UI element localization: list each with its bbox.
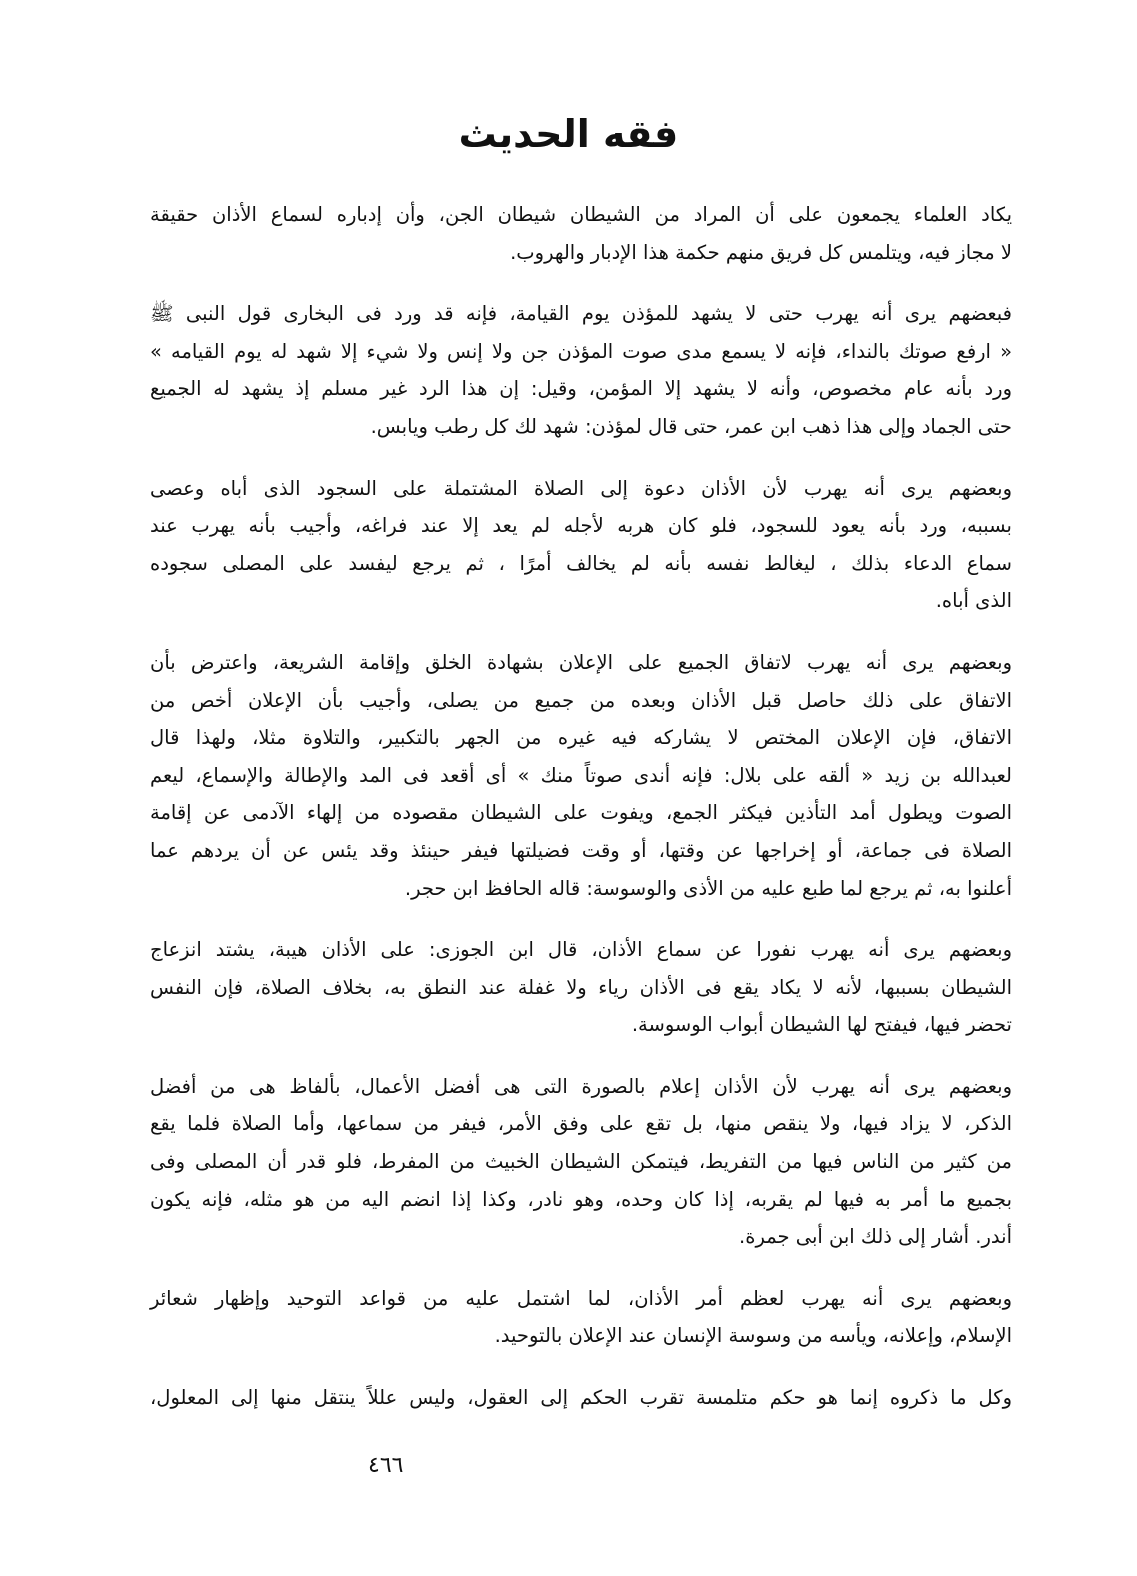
- text-line: أعلنوا به، ثم يرجع لما طبع عليه من الأذى والوسوسة: قاله الحافظ ابن حجر.: [404, 876, 1012, 900]
- text-line: بجميع ما أمر به فيها لم يقربه، إذا كان وحده، وهو نادر، وكذا إذا انضم اليه من هو مثله، فإنه يكون: [150, 1187, 1012, 1211]
- text-line: الاتفاق على ذلك حاصل قبل الأذان وبعده من جميع من يصلى، وأجيب بأن الإعلان أخص من: [150, 688, 1012, 712]
- paragraph: [150, 1068, 1012, 1256]
- text-line: لا مجاز فيه، ويتلمس كل فريق منهم حكمة هذا الإدبار والهروب.: [510, 240, 1012, 264]
- paragraph: [150, 470, 1012, 620]
- text-line: الاتفاق، فإن الإعلان المختص لا يشاركه فيه غيره من الجهر بالتكبير، والتلاوة مثلا، ولهذا قال: [150, 726, 1012, 750]
- text-line: الصوت ويطول أمد التأذين فيكثر الجمع، ويفوت على الشيطان مقصوده من إلهاء الآدمى عن إقامة: [150, 801, 1012, 825]
- text-line: وبعضهم يرى أنه يهرب نفورا عن سماع الأذان، قال ابن الجوزى: على الأذان هيبة، يشتد انزعاج: [150, 938, 1012, 962]
- text-line: بسببه، ورد بأنه يعود للسجود، فلو كان هربه لأجله لم يعد إلا عند فراغه، وأجيب بأنه يهرب عند: [150, 514, 1012, 538]
- page-title: فقه الحديث: [458, 112, 679, 156]
- text-line: أندر. أشار إلى ذلك ابن أبى جمرة.: [739, 1225, 1012, 1249]
- text-line: وكل ما ذكروه إنما هو حكم متلمسة تقرب الحكم إلى العقول، وليس عللاً ينتقل منها إلى المعلول،: [150, 1386, 1012, 1410]
- text-line: حتى الجماد وإلى هذا ذهب ابن عمر، حتى قال لمؤذن: شهد لك كل رطب ويابس.: [370, 414, 1012, 438]
- text-line: لعبدالله بن زيد « ألقه على بلال: فإنه أندى صوتاً منك » أى أقعد فى المد والإطالة والإسماع، ليعم: [150, 763, 1012, 787]
- paragraph: [150, 295, 1012, 445]
- text-line: سماع الدعاء بذلك ، ليغالط نفسه بأنه لم يخالف أمرًا ، ثم يرجع ليفسد على المصلى سجوده: [150, 551, 1012, 575]
- text-line: ورد بأنه عام مخصوص، وأنه لا يشهد إلا المؤمن، وقيل: إن هذا الرد غير مسلم إذ يشهد له الجميع: [150, 377, 1012, 401]
- text-line: الذى أباه.: [935, 589, 1012, 613]
- text-line: الإسلام، وإعلانه، ويأسه من وسوسة الإنسان عند الإعلان بالتوحيد.: [494, 1324, 1012, 1348]
- body-text: [150, 196, 1012, 1441]
- paragraph: [150, 1379, 1012, 1417]
- text-line: « ارفع صوتك بالنداء، فإنه لا يسمع مدى صوت المؤذن جن ولا إنس ولا شيء إلا شهد له يوم القيامه »: [150, 339, 1012, 363]
- text-line: يكاد العلماء يجمعون على أن المراد من الشيطان شيطان الجن، وأن إدباره لسماع الأذان حقيقة: [150, 203, 1012, 226]
- text-line: الشيطان بسببها، لأنه لا يكاد يقع فى الأذان رياء ولا غفلة عند النطق به، بخلاف الصلاة، فإن النفس: [150, 975, 1012, 999]
- text-line: من كثير من الناس فيها من التفريط، فيتمكن الشيطان الخبيث من المفرط، فلو قدر أن المصلى وفى: [150, 1150, 1012, 1174]
- text-line: وبعضهم يرى أنه يهرب لعظم أمر الأذان، لما اشتمل عليه من قواعد التوحيد وإظهار شعائر: [150, 1286, 1012, 1310]
- text-line: وبعضهم يرى أنه يهرب لأن الأذان دعوة إلى الصلاة المشتملة على السجود الذى أباه وعصى: [150, 476, 1012, 500]
- paragraph: [150, 931, 1012, 1044]
- paragraph: [150, 1280, 1012, 1355]
- text-line: وبعضهم يرى أنه يهرب لاتفاق الجميع على الإعلان بشهادة الخلق وإقامة الشريعة، واعترض بأن: [150, 650, 1012, 674]
- text-line: الذكر، لا يزاد فيها، ولا ينقص منها، بل تقع على وفق الأمر، فيفر من سماعها، وأما الصلاة فلما يقع: [150, 1112, 1012, 1136]
- text-line: الصلاة فى جماعة، أو إخراجها عن وقتها، أو وقت فضيلتها فيفر حينئذ وقد يئس عن أن يردهم عما: [150, 838, 1012, 862]
- text-line: فبعضهم يرى أنه يهرب حتى لا يشهد للمؤذن يوم القيامة، فإنه قد ورد فى البخارى قول النبى ﷺ: [150, 302, 1012, 326]
- paragraph: [150, 644, 1012, 907]
- paragraph: [150, 196, 1012, 271]
- page-number: ٤٦٦: [368, 1453, 404, 1478]
- text-line: تحضر فيها، فيفتح لها الشيطان أبواب الوسوسة.: [631, 1013, 1012, 1037]
- text-line: وبعضهم يرى أنه يهرب لأن الأذان إعلام بالصورة التى هى أفضل الأعمال، بألفاظ هى من أفضل: [150, 1074, 1012, 1098]
